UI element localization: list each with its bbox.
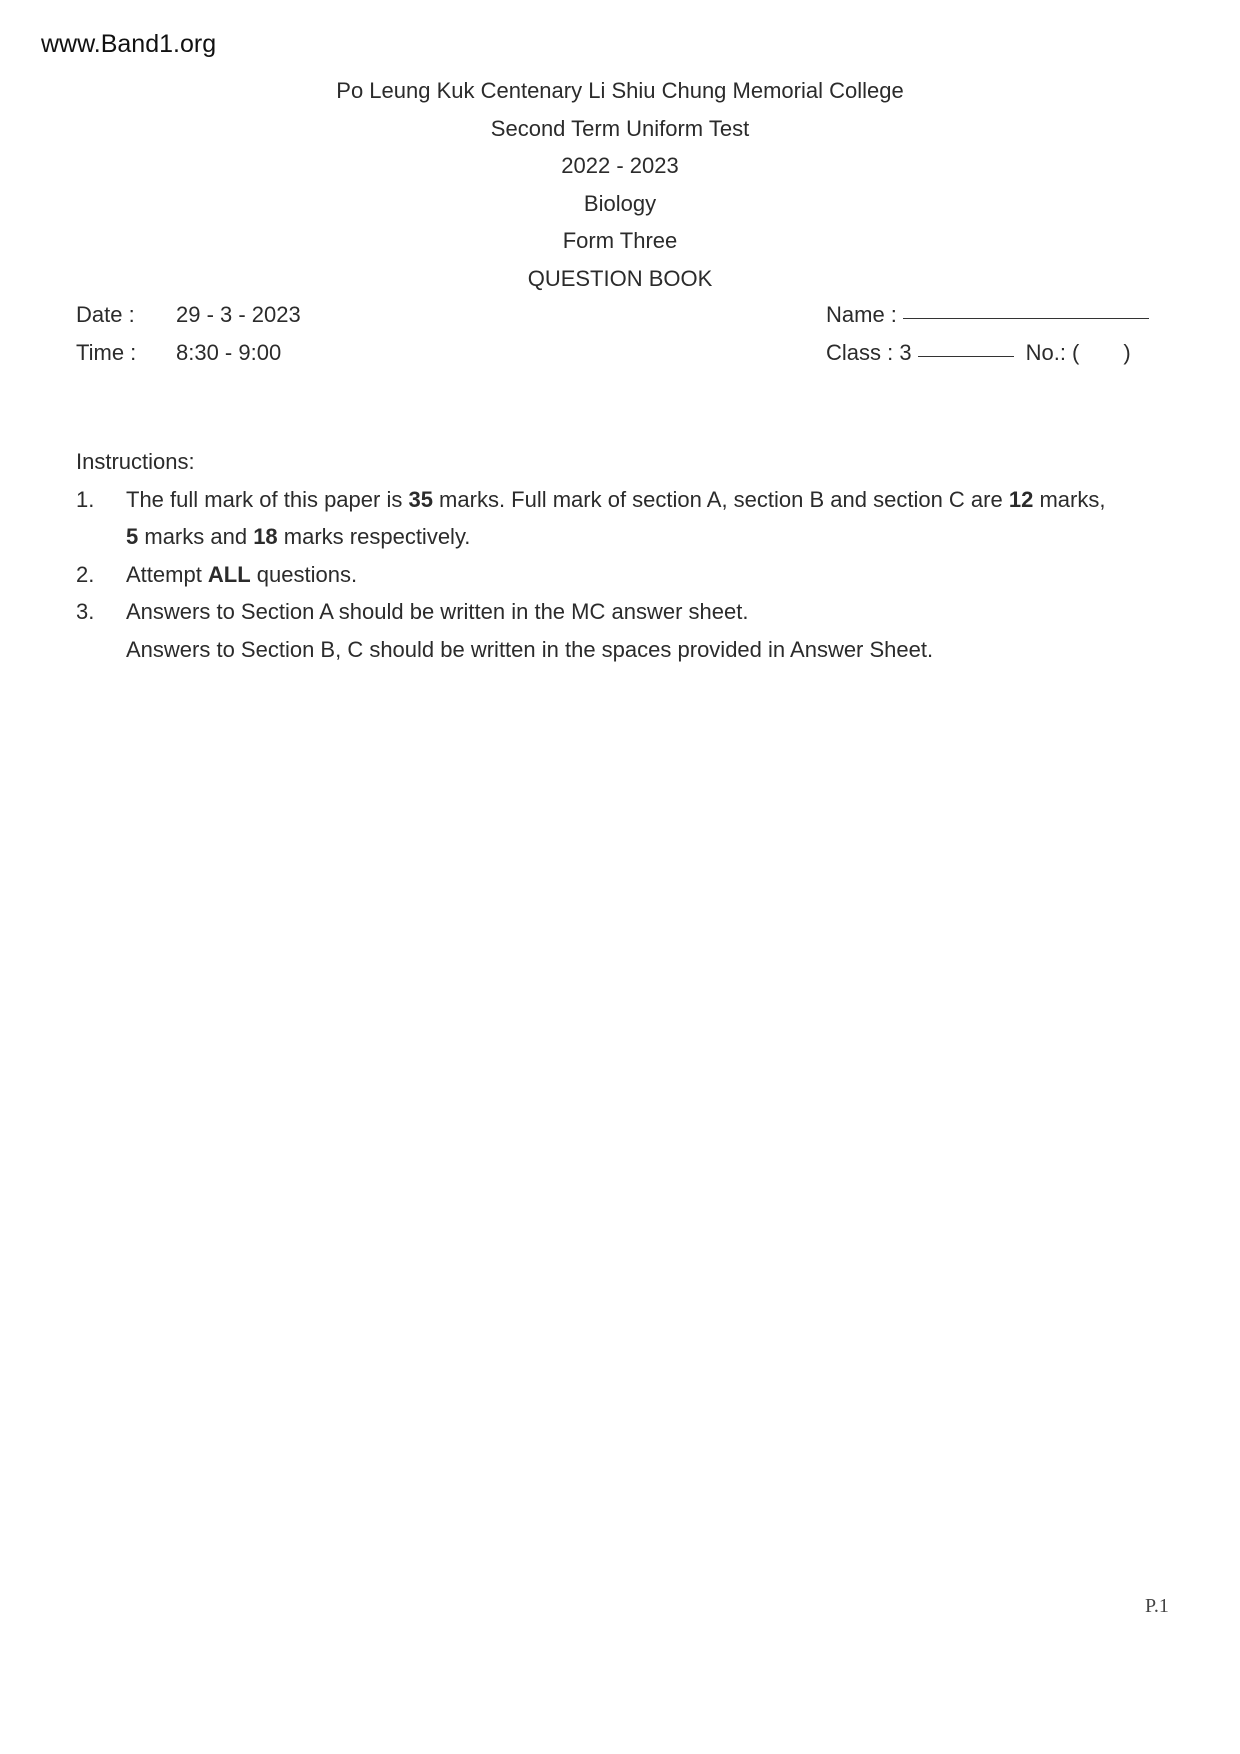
- page-number: P.1: [1145, 1595, 1169, 1617]
- book-type: QUESTION BOOK: [527, 265, 713, 291]
- time-row: [76, 334, 301, 372]
- school-name: Po Leung Kuk Centenary Li Shiu Chung Memorial College: [336, 78, 904, 103]
- no-label: No.: (: [1025, 339, 1080, 365]
- class-field[interactable]: [918, 334, 1014, 357]
- name-field[interactable]: [903, 296, 1149, 319]
- instruction-text: The full mark of this paper is 35 marks. Full mark of section A, section B and section C are 12 marks, 5 marks and 18 marks respectively.: [126, 486, 1106, 549]
- instruction-number: 1.: [76, 486, 95, 512]
- no-field[interactable]: [1079, 334, 1123, 372]
- subject: Biology: [583, 190, 657, 216]
- time-label: Time :: [76, 339, 137, 365]
- instructions-title: Instructions:: [76, 449, 195, 474]
- name-row: [826, 296, 1149, 334]
- form-level: Form Three: [562, 228, 678, 253]
- exam-meta: [76, 296, 301, 371]
- no-close-paren: ): [1123, 339, 1131, 365]
- name-label: Name :: [826, 302, 897, 327]
- date-label: Date :: [76, 302, 135, 327]
- instruction-item-3: [76, 593, 1166, 668]
- instruction-item-2: [76, 556, 1166, 594]
- exam-title: Second Term Uniform Test: [490, 115, 750, 141]
- instruction-text: Attempt ALL questions.: [126, 561, 358, 587]
- instructions: [76, 443, 1166, 668]
- date-value: 29 - 3 - 2023: [176, 302, 301, 327]
- class-label: Class : 3: [826, 339, 912, 365]
- class-row: [826, 334, 1149, 372]
- instruction-number: 2.: [76, 561, 95, 587]
- academic-year: 2022 - 2023: [561, 153, 679, 178]
- watermark-text: www.Band1.org: [41, 30, 217, 58]
- student-info: [826, 296, 1149, 371]
- instruction-number: 3.: [76, 599, 95, 624]
- time-value: 8:30 - 9:00: [176, 339, 282, 365]
- instruction-item-1: [76, 481, 1166, 556]
- date-row: [76, 296, 301, 334]
- exam-header: [0, 72, 1240, 297]
- instruction-text: Answers to Section A should be written in the MC answer sheet. Answers to Section B, C should be written in the spaces provided in Answer Sheet.: [126, 599, 934, 662]
